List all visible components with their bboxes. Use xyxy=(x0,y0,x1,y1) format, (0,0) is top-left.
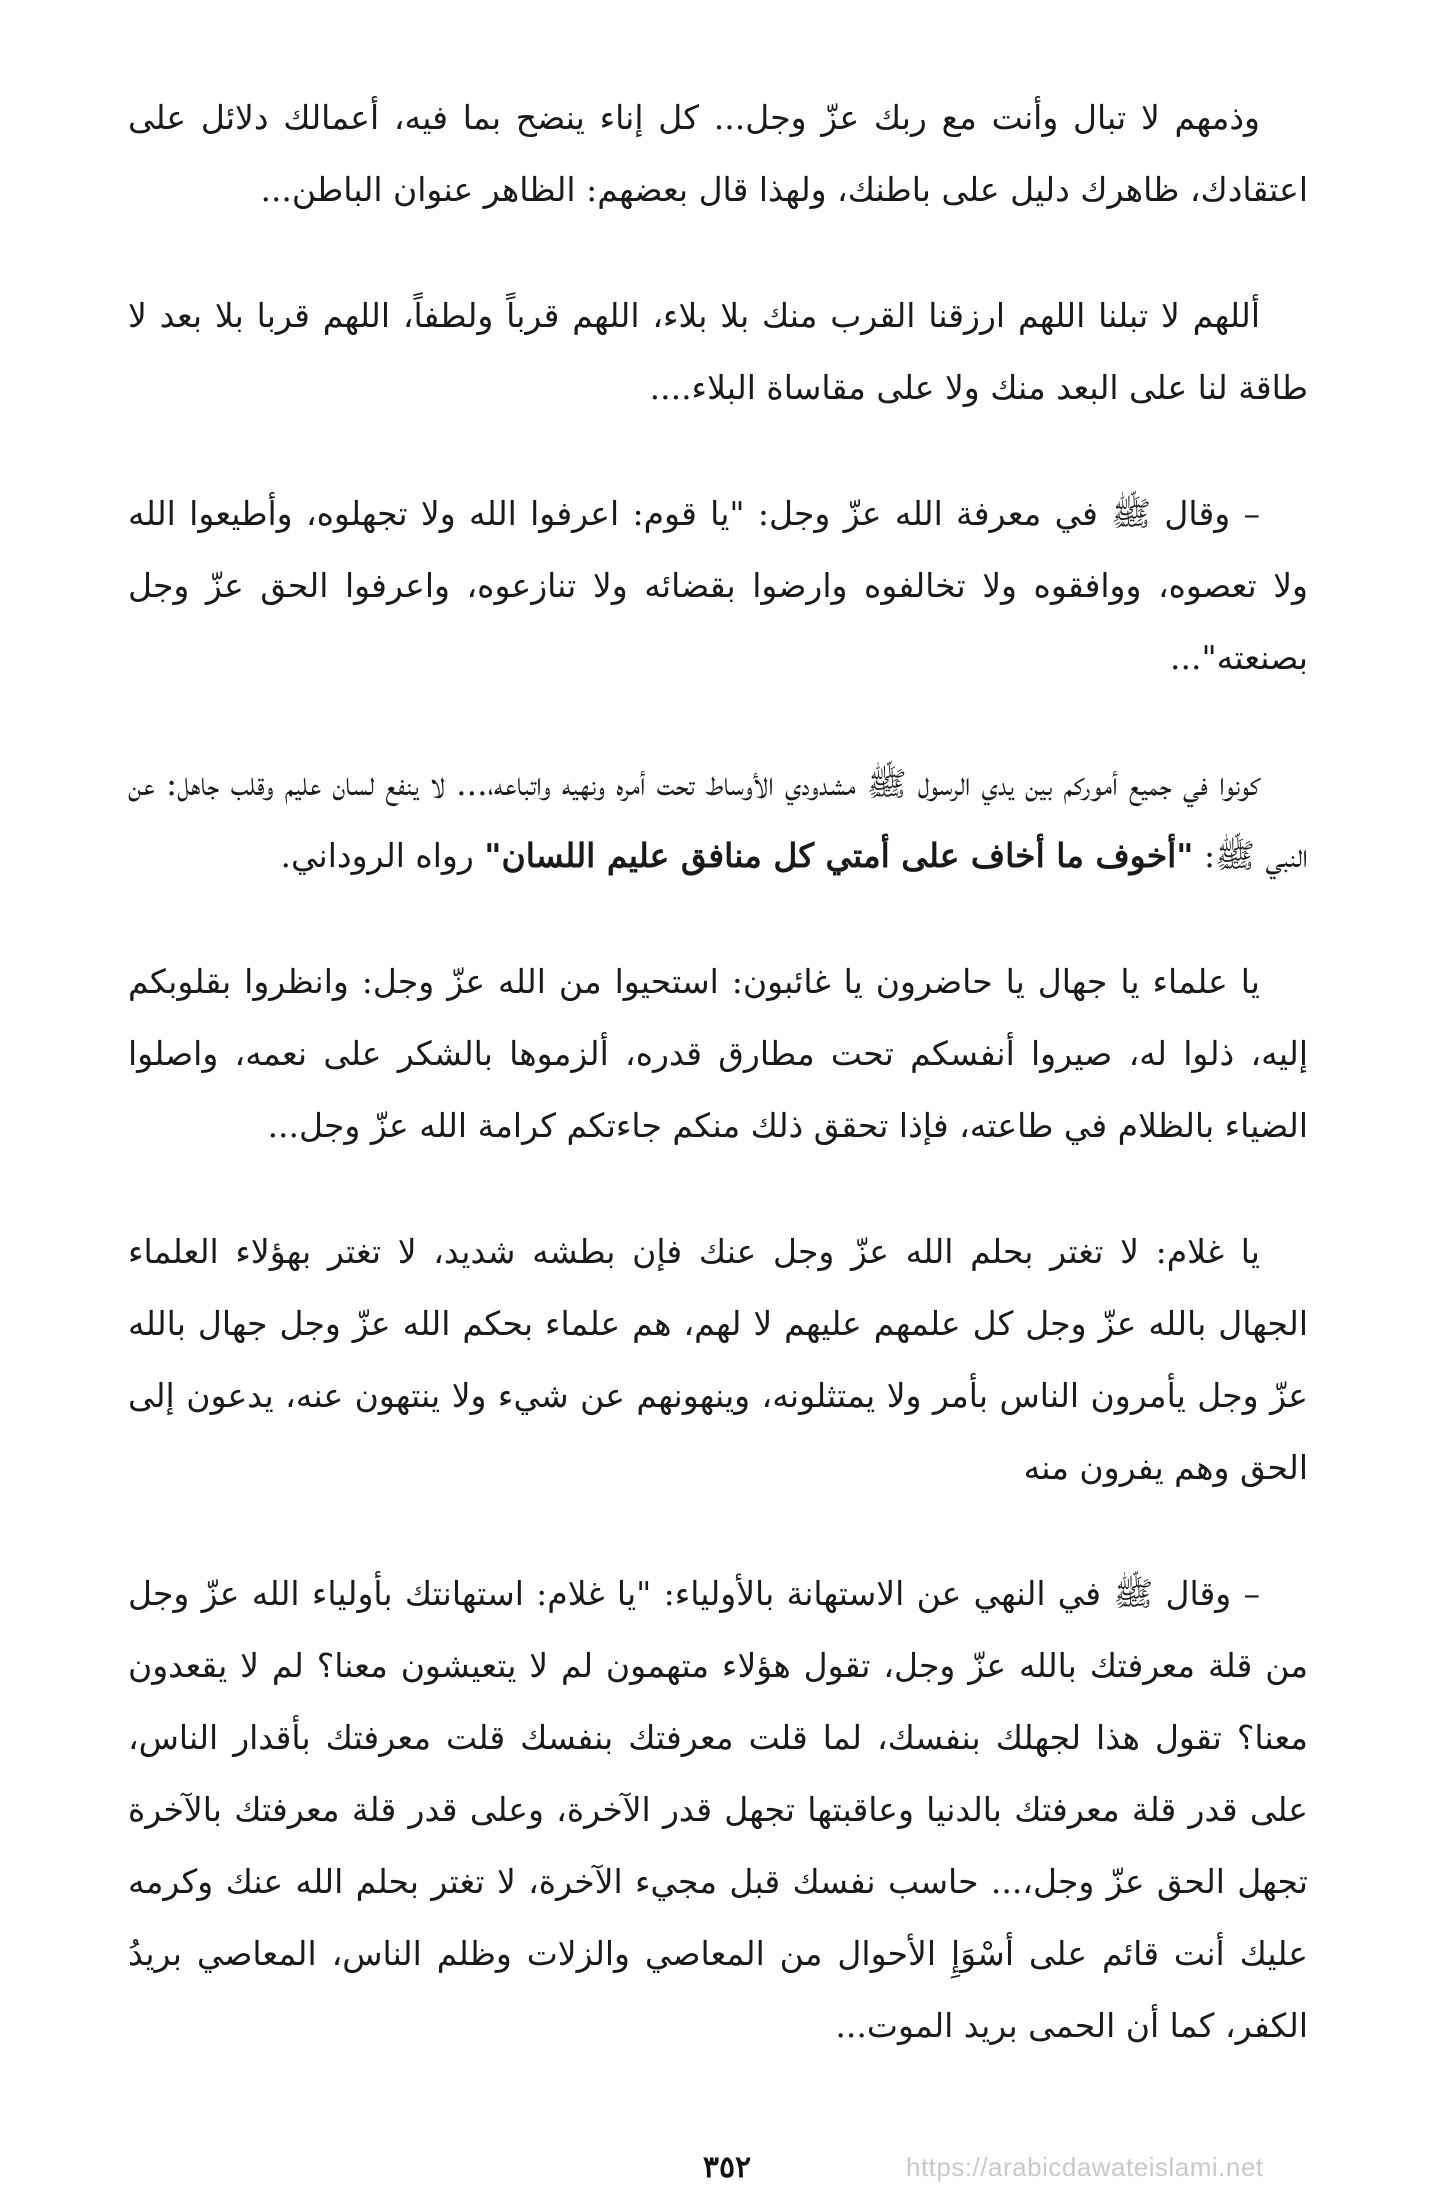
paragraph-4 xyxy=(128,748,1308,892)
paragraph-6: يا غلام: لا تغتر بحلم الله عزّ وجل عنك فإن بطشه شديد، لا تغتر بهؤلاء العلماء الجهال بالله عزّ وجل كل علمهم عليهم لا لهم، هم علماء بحكم الله عزّ وجل جهال بالله عزّ وجل يأمرون الناس بأمر ولا يمتثلونه، وينهونهم عن شيء ولا ينتهون عنه، يدعون إلى الحق وهم يفرون منه xyxy=(128,1232,1308,1487)
page-body xyxy=(128,82,1308,2116)
paragraph-5: يا علماء يا جهال يا حاضرون يا غائبون: استحيوا من الله عزّ وجل: وانظروا بقلوبكم إليه، ذلوا له، صيروا أنفسكم تحت مطارق قدره، ألزموها بالشكر على نعمه، واصلوا الضياء بالظلام في طاعته، فإذا تحقق ذلك منكم جاءتكم كرامة الله عزّ وجل... xyxy=(128,962,1308,1145)
watermark-url: https://arabicdawateislami.net xyxy=(906,2152,1264,2182)
paragraph-2: أللهم لا تبلنا اللهم ارزقنا القرب منك بلا بلاء، اللهم قرباً ولطفاً، اللهم قربا بلا بعد لا طاقة لنا على البعد منك ولا على مقاساة البلاء.... xyxy=(128,296,1308,407)
paragraph-3: – وقال ﷺ في معرفة الله عزّ وجل: "يا قوم: اعرفوا الله ولا تجهلوه، وأطيعوا الله ولا تعصوه، ووافقوه ولا تخالفوه وارضوا بقضائه ولا تنازعوه، واعرفوا الحق عزّ وجل بصنعته"... xyxy=(128,494,1308,677)
hadith-quote: "أخوف ما أخاف على أمتي كل منافق عليم اللسان" xyxy=(484,836,1194,875)
hadith-narrator: رواه الروداني. xyxy=(280,836,485,875)
page-number: ٣٥٢ xyxy=(702,2150,752,2185)
paragraph-1: وذمهم لا تبال وأنت مع ربك عزّ وجل... كل إناء ينضح بما فيه، أعمالك دلائل على اعتقادك، ظاهرك دليل على باطنك، ولهذا قال بعضهم: الظاهر عنوان الباطن... xyxy=(128,98,1308,209)
paragraph-7: – وقال ﷺ في النهي عن الاستهانة بالأولياء: "يا غلام: استهانتك بأولياء الله عزّ وجل من قلة معرفتك بالله عزّ وجل، تقول هؤلاء متهمون لم لا يتعيشون معنا؟ لم لا يقعدون معنا؟ تقول هذا لجهلك بنفسك، لما قلت معرفتك بنفسك قلت معرفتك بأقدار الناس، على قدر قلة معرفتك بالدنيا وعاقبتها تجهل قدر الآخرة، وعلى قدر قلة معرفتك بالآخرة تجهل الحق عزّ وجل،... حاسب نفسك قبل مجيء الآخرة، لا تغتر بحلم الله عنك وكرمه عليك أنت قائم على أسْوَإِ الأحوال من المعاصي والزلات وظلم الناس، المعاصي بريدُ الكفر، كما أن الحمى بريد الموت... xyxy=(128,1574,1308,2045)
paragraph-4-intro: كونوا في جميع أموركم بين يدي الرسول ﷺ مشدودي الأوساط تحت أمره ونهيه واتباعه،... لا ينفع لسان عليم وقلب جاهل: عن النبي ﷺ: xyxy=(128,764,1308,875)
